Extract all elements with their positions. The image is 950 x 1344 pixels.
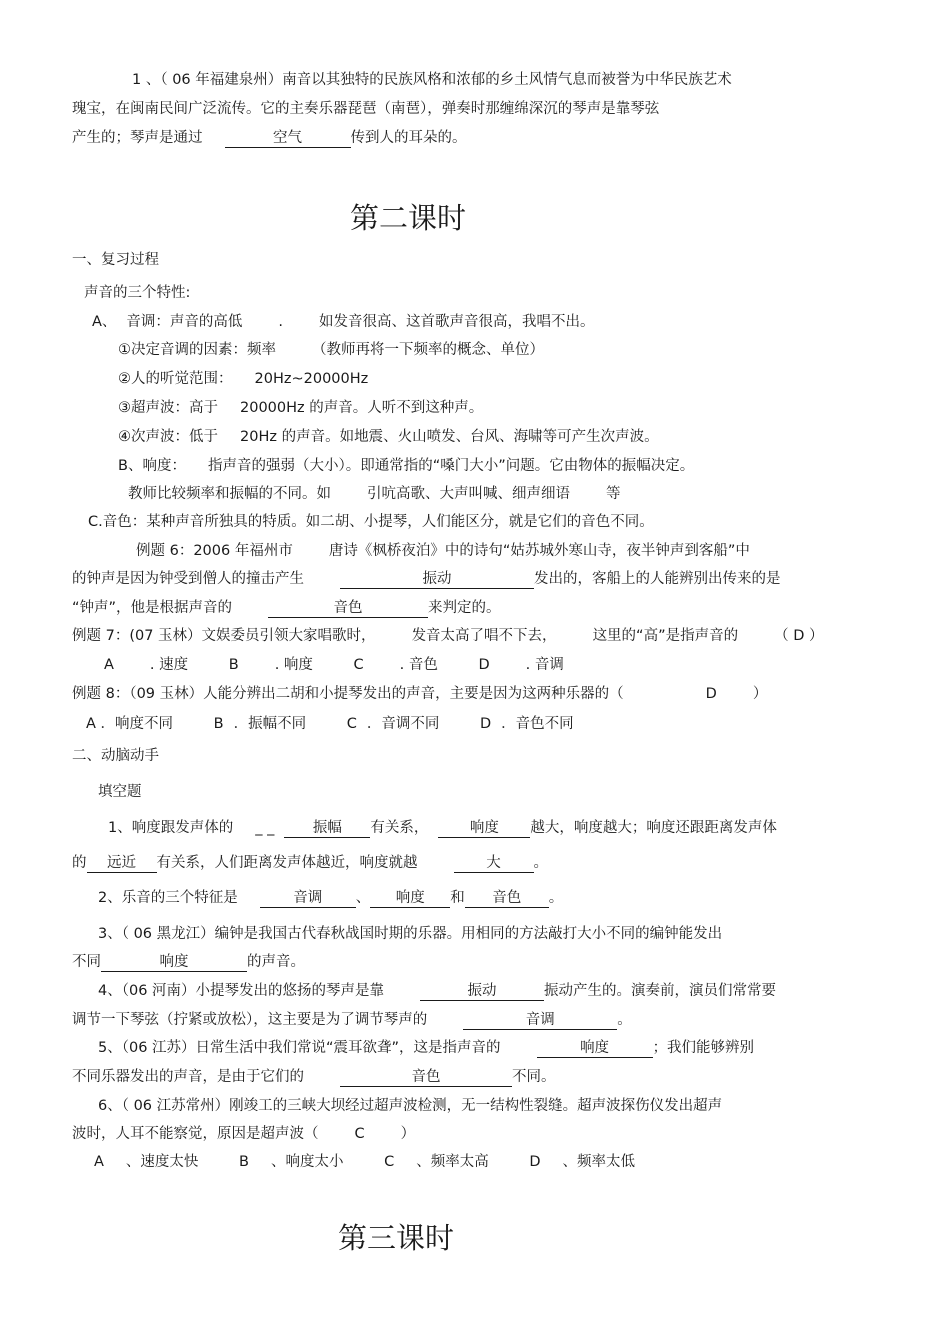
- pitch-point-4: [118, 427, 659, 447]
- option-text: 、频率太低: [562, 1154, 635, 1170]
- fill-3-line-1: 3、（ 06 黑龙江）编钟是我国古代春秋战国时期的乐器。用相同的方法敲打大小不同的编钟能发出: [98, 926, 723, 942]
- text: ）: [400, 1126, 416, 1142]
- text: ③超声波：高于: [118, 400, 218, 416]
- option-letter: B: [239, 1154, 249, 1170]
- label: B、响度：: [118, 458, 186, 474]
- question-1-line-2: [72, 99, 659, 119]
- text: 的钟声是因为钟受到僧人的撞击产生: [72, 571, 304, 587]
- text: 有关系，人们距离发声体越近，响度就越: [156, 855, 418, 871]
- option-text: . 速度: [149, 657, 189, 673]
- fill-4-line-1: [98, 981, 776, 1001]
- fill-1-line-2: [72, 853, 548, 873]
- text: 引吭高歌、大声叫喊、细声细语: [367, 486, 570, 502]
- text: 发出的，客船上的人能辨别出传来的是: [534, 571, 781, 587]
- loudness-compare-line: [128, 484, 621, 504]
- text: 传到人的耳朵的。: [350, 130, 467, 146]
- option-letter: B: [228, 657, 239, 673]
- answer-blank: 响度: [370, 889, 450, 908]
- text: 如发音很高、这首歌声音很高，我唱不出。: [319, 314, 595, 330]
- question-1-line-1: [132, 70, 732, 90]
- answer-blank: 大: [454, 854, 534, 873]
- pitch-point-1: [118, 340, 544, 360]
- text: .: [278, 314, 284, 330]
- option-letter: A: [94, 1154, 104, 1170]
- example-7-question: [72, 626, 823, 646]
- lesson-2-title: 第二课时: [350, 201, 467, 235]
- option-letter: D: [479, 716, 492, 732]
- text: 例题 8：（09 玉林）人能分辨出二胡和小提琴发出的声音，主要是因为这两种乐器的（: [72, 686, 624, 702]
- answer-blank: 响度: [101, 953, 247, 972]
- option-letter: C: [346, 716, 357, 732]
- text: 1、响度跟发声体的: [108, 820, 234, 836]
- option-text: A ．响度不同: [86, 716, 174, 732]
- text: 不同。: [512, 1069, 556, 1085]
- question-1-line-3: [72, 128, 467, 148]
- loudness-line: [118, 456, 694, 476]
- answer-blank: 振幅: [284, 819, 370, 838]
- text: 这里的“高”是指声音的: [592, 628, 739, 644]
- section-1-heading: 一、复习过程: [72, 252, 159, 268]
- answer-blank: 空气: [225, 129, 351, 148]
- answer-blank: 音色: [340, 1068, 512, 1087]
- answer: （ D ）: [774, 628, 824, 644]
- answer: D: [705, 686, 717, 702]
- option-text: ．音调不同: [366, 716, 440, 732]
- fill-6-options: [94, 1152, 635, 1172]
- fill-4-line-2: [72, 1010, 632, 1030]
- text: 教师比较频率和振幅的不同。如: [128, 486, 331, 502]
- text: 。: [617, 1012, 632, 1028]
- example-6-line-3: [72, 598, 501, 618]
- text: ①决定音调的因素：频率: [118, 342, 276, 358]
- text: 4、（06 河南）小提琴发出的悠扬的琴声是靠: [98, 983, 385, 999]
- fill-5-line-1: [98, 1038, 754, 1058]
- option-text: ．音色不同: [501, 716, 574, 732]
- text: 20Hz~20000Hz: [254, 371, 369, 387]
- option-letter: A: [104, 657, 114, 673]
- text: 1 、（ 06 年福建泉州）南音以其独特的民族风格和浓郁的乡土风情气息而被誉为中华民族艺术: [132, 72, 732, 88]
- text: 等: [606, 486, 621, 502]
- example-6-line-2: [72, 569, 781, 589]
- pitch-point-2: [118, 369, 368, 389]
- text: 不同: [72, 954, 101, 970]
- option-letter: B: [213, 716, 224, 732]
- option-letter: C: [353, 657, 364, 673]
- text: 20Hz 的声音。如地震、火山喷发、台风、海啸等可产生次声波。: [240, 429, 659, 445]
- fill-6-line-1: 6、（ 06 江苏常州）刚竣工的三峡大坝经过超声波检测，无一结构性裂缝。超声波探伤仪发出超声: [98, 1098, 723, 1114]
- option-letter: C: [384, 1154, 395, 1170]
- fill-1-line-1: [108, 818, 777, 838]
- text: 调节一下琴弦（拧紧或放松），这主要是为了调节琴声的: [72, 1012, 428, 1028]
- fill-5-line-2: [72, 1067, 556, 1087]
- text: 不同乐器发出的声音，是由于它们的: [72, 1069, 304, 1085]
- text: 的: [72, 855, 87, 871]
- answer-blank: 音调: [463, 1011, 617, 1030]
- option-text: . 音调: [525, 657, 564, 673]
- option-text: 、响度太小: [270, 1154, 344, 1170]
- text: “钟声”，他是根据声音的: [72, 600, 233, 616]
- answer-blank: 音色: [465, 889, 549, 908]
- timbre-line: C.音色：某种声音所独具的特质。如二胡、小提琴，人们能区分，就是它们的音色不同。: [88, 514, 654, 530]
- lesson-3-title: 第三课时: [338, 1221, 455, 1255]
- text: 发音太高了唱不下去，: [411, 628, 557, 644]
- example-8-question: [72, 684, 767, 704]
- option-text: . 音色: [399, 657, 438, 673]
- text: 20000Hz 的声音。人听不到这种声。: [240, 400, 484, 416]
- option-letter: D: [478, 657, 490, 673]
- text: 波时，人耳不能察觉，原因是超声波（: [72, 1126, 319, 1142]
- text: 振动产生的。演奏前，演员们常常要: [544, 983, 777, 999]
- option-text: . 响度: [274, 657, 313, 673]
- answer-blank: 音色: [268, 599, 428, 618]
- text: 和: [450, 890, 465, 906]
- pitch-point-3: [118, 398, 483, 418]
- text: ）: [752, 686, 768, 702]
- fill-in-heading: 填空题: [98, 784, 142, 800]
- answer-blank: 响度: [537, 1039, 653, 1058]
- text: 有关系，: [370, 820, 429, 836]
- option-text: ．振幅不同: [233, 716, 307, 732]
- option-text: 、速度太快: [125, 1154, 199, 1170]
- text: 5、（06 江苏）日常生活中我们常说“震耳欲聋”，这是指声音的: [98, 1040, 501, 1056]
- option-letter: D: [529, 1154, 541, 1170]
- fill-3-line-2: [72, 952, 305, 972]
- section-2-heading: 二、动脑动手: [72, 748, 159, 764]
- text: （教师再将一下频率的概念、单位）: [312, 342, 544, 358]
- example-7-options: [104, 655, 564, 675]
- example-8-options: [86, 714, 574, 734]
- text: 来判定的。: [428, 600, 501, 616]
- text: ②人的听觉范围：: [118, 371, 233, 387]
- text: 越大，响度越大；响度还跟距离发声体: [530, 820, 777, 836]
- text: 产生的；琴声是通过: [72, 130, 203, 146]
- text: 、: [355, 890, 371, 906]
- text: 指声音的强弱（大小）。即通常指的“嗓门大小”问题。它由物体的振幅决定。: [207, 458, 695, 474]
- answer-blank: 音调: [260, 889, 356, 908]
- label: A、: [92, 314, 117, 330]
- text: 2、乐音的三个特征是: [98, 890, 238, 906]
- fill-6-line-2: [72, 1124, 415, 1144]
- fill-2: [98, 888, 563, 908]
- answer: C: [354, 1126, 365, 1142]
- text: 瑰宝，在闽南民间广泛流传。它的主奏乐器琵琶（南琶），弹奏时那缠绵深沉的琴声是靠琴弦: [72, 101, 660, 117]
- pitch-line: [92, 312, 595, 332]
- text: 例题 6：2006 年福州市: [136, 543, 293, 559]
- example-6-line-1: [136, 541, 750, 561]
- text: 唐诗《枫桥夜泊》中的诗句“姑苏城外寒山寺，夜半钟声到客船”中: [328, 543, 750, 559]
- text: 。: [533, 855, 548, 871]
- answer-blank: 振动: [340, 570, 534, 589]
- answer-blank: 响度: [438, 819, 530, 838]
- section-1-intro: 声音的三个特性:: [84, 285, 191, 301]
- text: 例题 7：(07 玉林）文娱委员引领大家唱歌时，: [72, 628, 376, 644]
- text: _ _: [255, 820, 275, 836]
- answer-blank: 振动: [420, 982, 544, 1001]
- text: ④次声波：低于: [118, 429, 218, 445]
- answer-blank: 远近: [87, 854, 157, 873]
- text: 的声音。: [247, 954, 305, 970]
- text: 音调：声音的高低: [126, 314, 243, 330]
- text: 。: [548, 890, 564, 906]
- option-text: 、频率太高: [416, 1154, 489, 1170]
- text: ；我们能够辨别: [652, 1040, 755, 1056]
